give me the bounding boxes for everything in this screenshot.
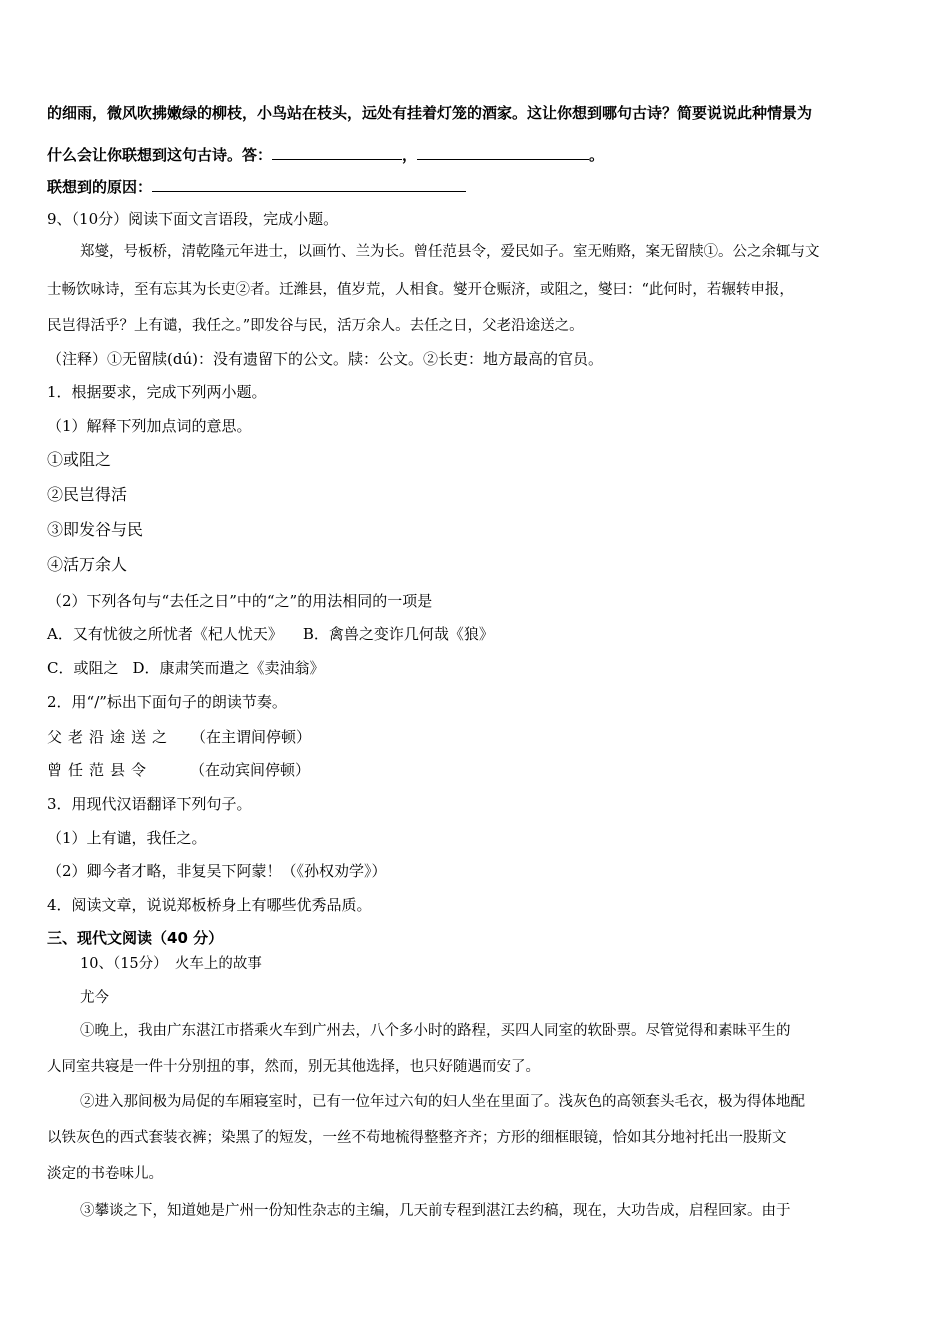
reason-label: 联想到的原因： bbox=[47, 178, 153, 196]
article-paragraph-line: ②进入那间极为局促的车厢寝室时，已有一位年过六旬的妇人坐在里面了。浅灰色的高领套头毛衣，极为得体地配 bbox=[80, 1094, 805, 1110]
q9-heading: 9、（10分）阅读下面文言语段，完成小题。 bbox=[47, 210, 339, 228]
answer-blank-2[interactable] bbox=[417, 143, 589, 160]
rhythm-line-2 bbox=[47, 760, 310, 780]
rhythm-note-2: （在动宾间停顿） bbox=[190, 761, 311, 779]
option-c: C．或阻之 bbox=[47, 659, 119, 677]
option-b: B．禽兽之变诈几何哉《狼》 bbox=[302, 625, 494, 643]
word-item-3: ③即发谷与民 bbox=[47, 520, 144, 539]
q9-sub4: 4．阅读文章，说说郑板桥身上有哪些优秀品质。 bbox=[47, 896, 372, 914]
poem-question-line1: 的细雨，微风吹拂嫩绿的柳枝，小鸟站在枝头，远处有挂着灯笼的酒家。这让你想到哪句古诗？简要说说此种情景为 bbox=[47, 104, 813, 122]
rhythm-sentence-1: 父老沿途送之 bbox=[47, 728, 174, 746]
q9-sub3: 3．用现代汉语翻译下列句子。 bbox=[47, 795, 252, 813]
q9-sub3-2: （2）卿今者才略，非复吴下阿蒙！（《孙权劝学》） bbox=[47, 862, 387, 880]
option-d: D．康肃笑而遣之《卖油翁》 bbox=[132, 659, 325, 677]
options-ab bbox=[47, 624, 494, 644]
q9-note: （注释）①无留牍(dú)：没有遗留下的公文。牍：公文。②长吏：地方最高的官员。 bbox=[47, 350, 603, 368]
article-paragraph-line: ①晚上，我由广东湛江市搭乘火车到广州去，八个多小时的路程，买四人同室的软卧票。尽管觉得和素昧平生的 bbox=[80, 1023, 791, 1039]
rhythm-line-1 bbox=[47, 727, 311, 747]
reason-blank[interactable] bbox=[152, 175, 466, 192]
q9-passage-line1: 郑燮，号板桥，清乾隆元年进士，以画竹、兰为长。曾任范县令，爱民如子。室无贿赂，案无留牍①。公之余辄与文 bbox=[80, 244, 820, 260]
period: 。 bbox=[589, 146, 605, 164]
q9-sub2: 2．用“/”标出下面句子的朗读节奏。 bbox=[47, 693, 287, 711]
rhythm-sentence-2: 曾任范县令 bbox=[47, 761, 153, 779]
answer-blank-1[interactable] bbox=[272, 143, 402, 160]
q9-sub3-1: （1）上有谴，我任之。 bbox=[47, 829, 207, 847]
q9-sub1-1: （1）解释下列加点词的意思。 bbox=[47, 417, 252, 435]
word-item-2: ②民岂得活 bbox=[47, 485, 128, 504]
q10-heading: 10、（15分） 火车上的故事 bbox=[80, 956, 262, 972]
poem-question-answer-label: 什么会让你联想到这句古诗。答： bbox=[47, 146, 273, 164]
comma: ， bbox=[402, 146, 418, 164]
article-paragraph-line: 淡定的书卷味儿。 bbox=[47, 1166, 163, 1182]
q9-sub1: 1．根据要求，完成下列两小题。 bbox=[47, 383, 267, 401]
word-item-4: ④活万余人 bbox=[47, 555, 128, 574]
q9-passage-line3: 民岂得活乎？上有谴，我任之。”即发谷与民，活万余人。去任之日，父老沿途送之。 bbox=[47, 318, 584, 334]
poem-question-line3 bbox=[47, 175, 466, 197]
section3-heading: 三、现代文阅读（40 分） bbox=[47, 929, 224, 947]
article-paragraph-line: 人同室共寝是一件十分别扭的事，然而，别无其他选择，也只好随遇而安了。 bbox=[47, 1059, 540, 1075]
rhythm-note-1: （在主谓间停顿） bbox=[191, 728, 312, 746]
word-item-1: ①或阻之 bbox=[47, 450, 112, 469]
option-a: A．又有忧彼之所忧者《杞人忧天》 bbox=[47, 625, 283, 643]
article-author: 尤今 bbox=[80, 990, 109, 1006]
q9-sub1-2: （2）下列各句与“去任之日”中的“之”的用法相同的一项是 bbox=[47, 592, 433, 610]
article-paragraph-line: 以铁灰色的西式套装衣裤；染黑了的短发，一丝不苟地梳得整整齐齐；方形的细框眼镜，恰如其分地衬托出一股斯文 bbox=[47, 1130, 787, 1146]
q9-passage-line2: 士畅饮咏诗，至有忘其为长吏②者。迁潍县，值岁荒，人相食。燮开仓赈济，或阻之，燮曰：“此何时，若辗转申报， bbox=[47, 282, 794, 298]
article-paragraph-line: ③攀谈之下，知道她是广州一份知性杂志的主编，几天前专程到湛江去约稿，现在，大功告成，启程回家。由于 bbox=[80, 1203, 791, 1219]
options-cd bbox=[47, 658, 325, 678]
poem-question-line2 bbox=[47, 143, 604, 165]
